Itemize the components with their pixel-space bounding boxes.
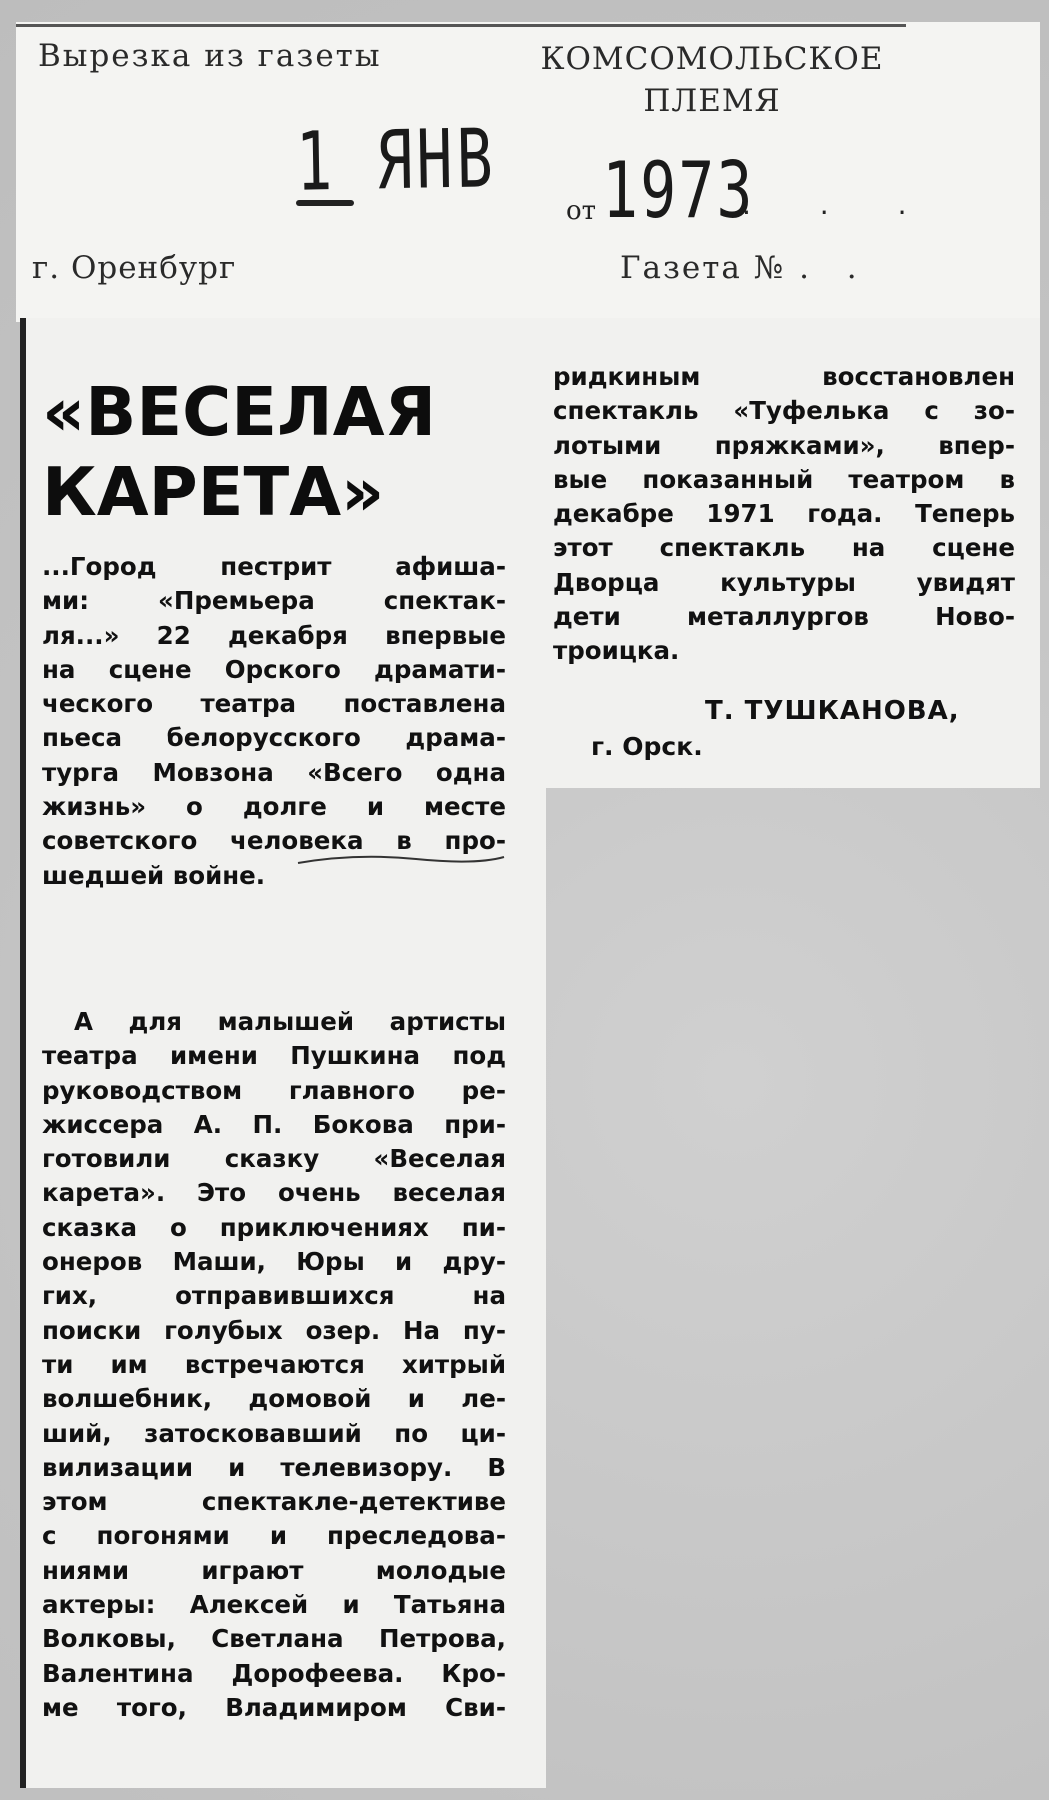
- gazette-label-text: Газета №: [620, 250, 786, 286]
- text-line: декабре 1971 года. Теперь: [553, 499, 1015, 529]
- text-line: турга Мовзона «Всего одна: [42, 757, 506, 787]
- text-line: ...Город пестрит афиша-: [42, 552, 506, 581]
- gazette-dots: . .: [799, 250, 871, 286]
- title-line-1: «ВЕСЕЛАЯ: [42, 373, 437, 451]
- text-line: руководством главного ре-: [42, 1075, 506, 1105]
- text-line: Дворца культуры увидят: [553, 567, 1015, 597]
- text-line: Валентина Дорофеева. Кро-: [42, 1658, 506, 1688]
- text-line: советского человека в про-: [42, 826, 506, 856]
- text-line: ме того, Владимиром Сви-: [42, 1692, 506, 1722]
- year-dots: . . .: [742, 188, 937, 221]
- date-stamp: 1 ЯНВ: [295, 112, 498, 210]
- newspaper-name-line2: ПЛЕМЯ: [643, 83, 781, 119]
- ot-label: от: [566, 196, 597, 226]
- text-line: жиссера А. П. Бокова при-: [42, 1109, 506, 1139]
- text-line: театра имени Пушкина под: [42, 1041, 506, 1071]
- text-line: дети металлургов Ново-: [553, 602, 1015, 632]
- text-line: на сцене Орского драмати-: [42, 654, 506, 684]
- text-line: с погонями и преследова-: [42, 1521, 506, 1551]
- paragraph-3: [553, 360, 1015, 669]
- newspaper-name-line1: КОМСОМОЛЬСКОЕ: [540, 41, 884, 77]
- text-line: ридкиным восстановлен: [553, 362, 1015, 391]
- header-top-rule: [16, 24, 906, 27]
- text-line: сказка о приключениях пи-: [42, 1212, 506, 1242]
- text-line: ми: «Премьера спектак-: [42, 586, 506, 616]
- text-line: ниями играют молодые: [42, 1555, 506, 1585]
- text-line: ческого театра поставлена: [42, 689, 506, 719]
- author-signature: Т. ТУШКАНОВА,: [705, 696, 960, 726]
- text-line: поиски голубых озер. На пу-: [42, 1315, 506, 1345]
- text-line: вилизации и телевизору. В: [42, 1452, 506, 1482]
- paragraph-1: [42, 550, 506, 893]
- text-line: спектакль «Туфелька с зо-: [553, 396, 1015, 426]
- city-label: г. Оренбург: [32, 250, 237, 286]
- text-line: лотыми пряжками», впер-: [553, 430, 1015, 460]
- text-line: карета». Это очень веселая: [42, 1178, 506, 1208]
- text-line: гих, отправившихся на: [42, 1281, 506, 1311]
- text-line: А для малышей артисты: [74, 1007, 506, 1036]
- text-line: готовили сказку «Веселая: [42, 1144, 506, 1174]
- text-line: шедшей войне.: [42, 860, 266, 890]
- title-line-2: КАРЕТА»: [42, 453, 385, 531]
- text-line: вые показанный театром в: [553, 464, 1015, 494]
- text-line: ти им встречаются хитрый: [42, 1349, 506, 1379]
- author-city: г. Орск.: [591, 732, 703, 761]
- handwritten-year: 1973: [602, 145, 755, 237]
- text-line: ший, затосковавший по ци-: [42, 1418, 506, 1448]
- text-line: актеры: Алексей и Татьяна: [42, 1590, 506, 1620]
- text-line: волшебник, домовой и ле-: [42, 1384, 506, 1414]
- article-title: [42, 372, 522, 532]
- text-line: пьеса белорусского драма-: [42, 723, 506, 753]
- gazette-number-label: [620, 250, 871, 286]
- text-line: этот спектакль на сцене: [553, 533, 1015, 563]
- text-line: троицка.: [553, 636, 680, 666]
- text-line: Волковы, Светлана Петрова,: [42, 1624, 506, 1654]
- clipping-label: Вырезка из газеты: [38, 38, 382, 74]
- text-line: жизнь» о долге и месте: [42, 792, 506, 822]
- text-line: онеров Маши, Юры и дру-: [42, 1247, 506, 1277]
- text-line: ля...» 22 декабря впервые: [42, 620, 506, 650]
- pencil-underline-icon: [296, 851, 506, 871]
- newspaper-name: [512, 38, 912, 122]
- paragraph-2: [42, 1005, 506, 1725]
- text-line: этом спектакле-детективе: [42, 1487, 506, 1517]
